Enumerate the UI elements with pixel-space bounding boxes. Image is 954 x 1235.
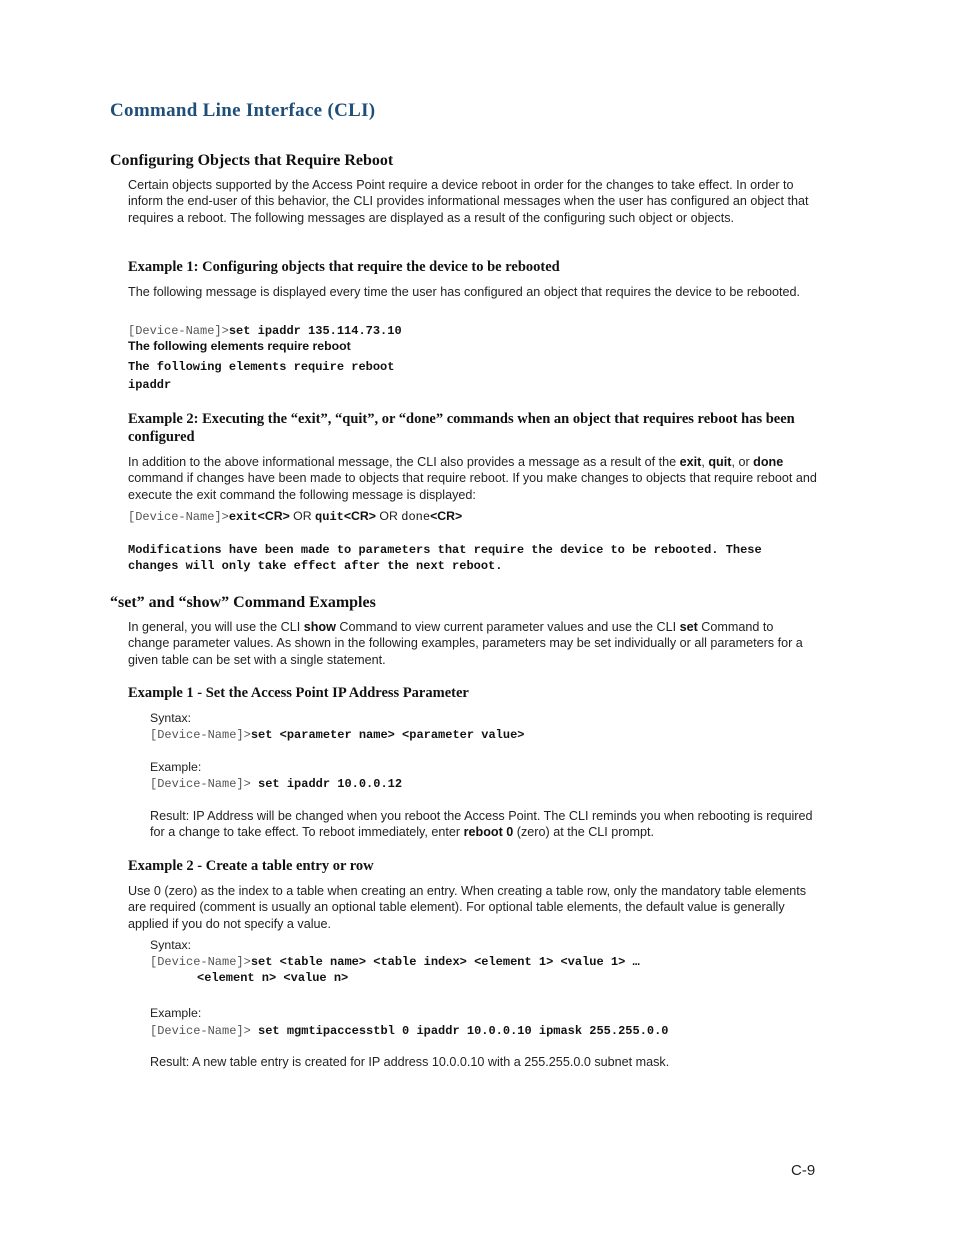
code-line-syntax: [Device-Name]>set <table name> <table index> <element 1> <value 1> … (150, 955, 640, 969)
example1-heading-set: Example 1 - Set the Access Point IP Address Parameter (128, 685, 469, 701)
chapter-title: Command Line Interface (CLI) (110, 100, 376, 121)
keyword-quit: quit (708, 455, 732, 469)
result-text: Result: A new table entry is created for IP address 10.0.0.10 with a 255.255.0.0 subnet mask. (150, 1055, 670, 1069)
cli-output-line: changes will only take effect after the next reboot. (128, 559, 503, 573)
cli-prompt: [Device-Name]> (150, 955, 251, 969)
example2-heading-reboot: Example 2: Executing the “exit”, “quit”, or “done” commands when an object that requires reboot has been configured (128, 411, 795, 445)
keyword-show: show (303, 620, 336, 634)
code-line-exit-quit-done: [Device-Name]>exit<CR> OR quit<CR> OR done<CR> (128, 509, 463, 524)
cli-command: set ipaddr 135.114.73.10 (228, 324, 402, 338)
cli-prompt: [Device-Name]> (150, 728, 251, 742)
example-label: Example: (150, 1006, 202, 1020)
example1-text-reboot: The following message is displayed every time the user has configured an object that requires the device to be rebooted. (128, 285, 801, 299)
section-intro-reboot: Certain objects supported by the Access Point require a device reboot in order for the changes to take effect. In order to inform the end-user of this behavior, the CLI provides informational messages when the user has configured an object that requires a reboot. The following messages are displayed as a result of the configuring such object or objects. (128, 178, 809, 225)
cli-prompt: [Device-Name]> (128, 510, 229, 524)
keyword-set: set (679, 620, 698, 634)
code-line-syntax: [Device-Name]>set <parameter name> <parameter value> (150, 728, 525, 742)
keyword-done: done (753, 455, 784, 469)
example2-text-table: Use 0 (zero) as the index to a table when creating an entry. When creating a table row, only the mandatory table elements are required (comment is usually an optional table element). For optional table elements, the default value is generally applied if you do not specify a value. (128, 884, 807, 931)
syntax-label: Syntax: (150, 938, 192, 952)
page-number: C-9 (791, 1162, 816, 1179)
section-intro-set-show: In general, you will use the CLI show Command to view current parameter values and use the CLI set Command to change parameter values. As shown in the following examples, parameters may be set individually or all parameters for a given table can be set with a single statement. (128, 620, 803, 667)
syntax-label: Syntax: (150, 711, 192, 725)
code-line-example: [Device-Name]> set mgmtipaccesstbl 0 ipaddr 10.0.0.10 ipmask 255.255.0.0 (150, 1024, 669, 1038)
cli-output-line: Modifications have been made to parameters that require the device to be rebooted. These (128, 543, 762, 557)
keyword-reboot: reboot 0 (463, 825, 514, 840)
cli-prompt: [Device-Name]> (128, 324, 229, 338)
example2-heading-table: Example 2 - Create a table entry or row (128, 858, 374, 874)
section-heading-set-show: “set” and “show” Command Examples (110, 594, 376, 611)
cli-output-line: ipaddr (128, 378, 172, 392)
section-heading-reboot: Configuring Objects that Require Reboot (110, 152, 394, 169)
cli-output-line: The following elements require reboot (128, 360, 395, 374)
code-line-example: [Device-Name]> set ipaddr 10.0.0.12 (150, 777, 403, 791)
example2-text-reboot: In addition to the above informational message, the CLI also provides a message as a result of the exit, quit, or done command if changes have been made to objects that require reboot. If you make changes to objects that require reboot and execute the exit command the following message is displayed: (128, 455, 817, 502)
cli-prompt: [Device-Name]> (150, 1024, 251, 1038)
result-text: Result: IP Address will be changed when you reboot the Access Point. The CLI reminds you when rebooting is required for a change to take effect. To reboot immediately, enter reboot 0 (zero) at the CLI prompt. (150, 809, 813, 840)
code-line-syntax-continued: <element n> <value n> (197, 971, 349, 985)
code-line-set-ipaddr (128, 323, 402, 339)
cli-prompt: [Device-Name]> (150, 777, 251, 791)
keyword-exit: exit (679, 455, 702, 469)
example1-heading-reboot: Example 1: Configuring objects that require the device to be rebooted (128, 259, 560, 275)
reboot-label: The following elements require reboot (128, 339, 351, 353)
example-label: Example: (150, 760, 202, 774)
